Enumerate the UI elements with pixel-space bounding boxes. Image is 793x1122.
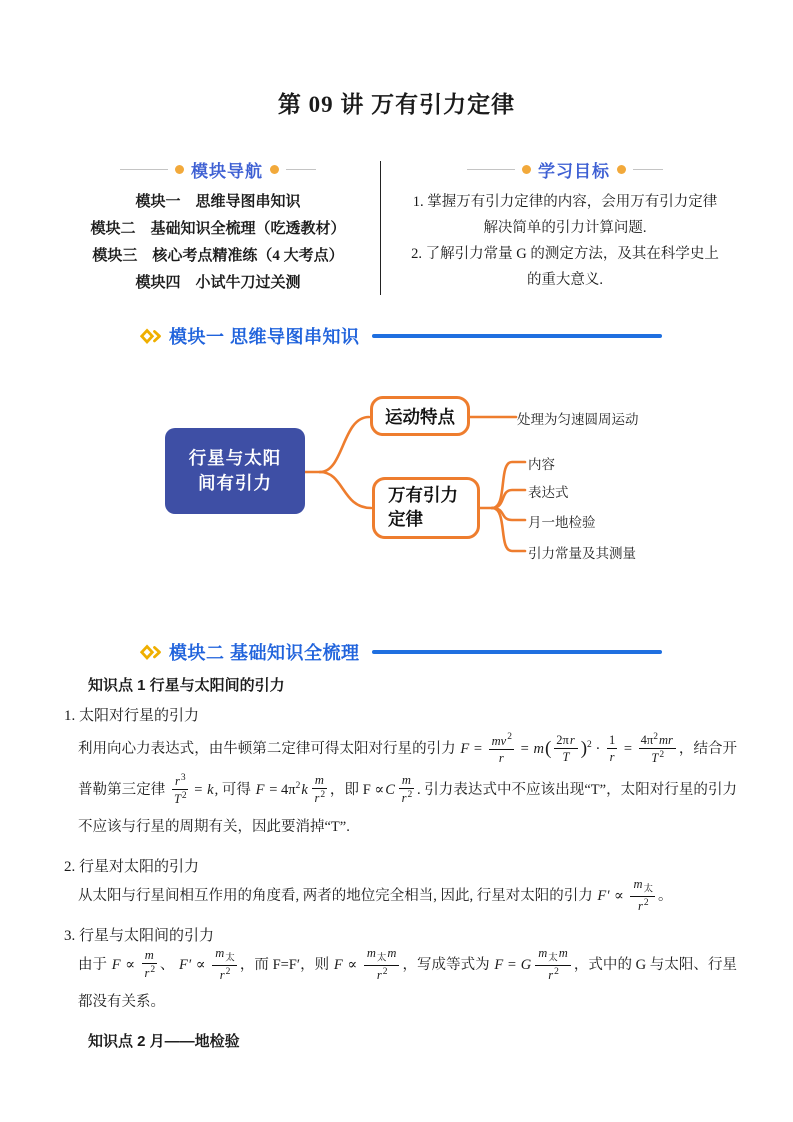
section2-rule-line: [372, 650, 663, 654]
section-banner-module1: [140, 323, 662, 349]
nav-item-module4: 模块四 小试牛刀过关测: [135, 275, 301, 291]
knowledge-point-2-heading: 知识点 2 月——地检验: [88, 1032, 240, 1050]
knowledge-point-1-heading: 知识点 1 行星与太阳间的引力: [88, 677, 285, 694]
nav-item-module2: 模块二 基础知识全梳理（吃透教材）: [90, 221, 346, 237]
module-nav-title: 模块导航: [191, 162, 263, 181]
nav-item-module3: 模块三 核心考点精准练（4 大考点）: [92, 248, 344, 264]
divider-line: [633, 169, 663, 170]
mindmap-node-gravitation-law: [372, 477, 480, 539]
goal-item-2-line-1: 2. 了解引力常量 G 的测定方法，及其在科学史上: [411, 246, 719, 262]
mindmap-root-line1: 行星与太阳: [188, 447, 282, 468]
section2-title: 模块二 基础知识全梳理: [169, 643, 360, 663]
divider-line: [286, 169, 316, 170]
item-2-title: 2. 行星对太阳的引力: [64, 858, 200, 875]
item-3-title: 3. 行星与太阳间的引力: [64, 927, 215, 944]
mindmap-leaf-uniform-circular: 处理为匀速圆周运动: [517, 412, 639, 427]
learning-goals-column: [381, 157, 737, 297]
item-3-paragraph: 由于 F ∝ $\frac{m}{r^2}$ 、 F′ ∝ $\frac{m_太}{r^2}$ ，而 F=F′，则 F ∝ $\frac{m_太m}{r^2}$ ，写成等式为 F = G $\frac{m_太m}{r^2}$ ，式中的 G 与太阳、行星都没有关系。: [78, 946, 738, 1010]
item-1-paragraph: 利用向心力表达式，由牛顿第二定律可得太阳对行星的引力 F = $\frac{mv^2}{r}$ = m( $\frac{2\pi r}{T}$ )$^2$ · $\frac{1}{r}$ = $\frac{4\pi^2mr}{T^2}$ ，结合开普勒第三定律 $\frac{r^3}{T^2}$ = k, 可得 $F = 4\pi^2k$ $\frac{m}{r^2}$ ，即 F ∝C $\frac{m}{r^2}$ . 引力表达式中不应该出现“T”，太阳对行星的引力不应该与行星的周期有关，因此要消掉“T”.: [78, 731, 738, 835]
nav-goals-block: [62, 157, 737, 297]
divider-line: [120, 169, 168, 170]
item-2-paragraph: 从太阳与行星间相互作用的角度看, 两者的地位完全相当, 因此, 行星对太阳的引力 F′ ∝ $\frac{m_太}{r^2}$ 。: [78, 877, 673, 914]
module-nav-column: [62, 157, 374, 297]
mindmap-node-motion: 运动特点: [370, 396, 470, 436]
section-banner-module2: [140, 639, 662, 665]
mindmap-node2-line2: 定律: [388, 509, 423, 529]
double-diamond-chevron-icon: [140, 644, 163, 661]
mindmap-leaf-expression: 表达式: [528, 485, 569, 500]
learning-goals-header: [393, 157, 737, 182]
page-title: 第 09 讲 万有引力定律: [277, 92, 516, 117]
mindmap-root-line2: 间有引力: [198, 473, 272, 493]
mindmap-leaf-gravitational-constant: 引力常量及其测量: [528, 546, 636, 561]
nav-item-module1: 模块一 思维导图串知识: [135, 194, 301, 210]
mindmap: [0, 383, 793, 585]
section1-rule-line: [372, 334, 663, 338]
goal-item-2-line-2: 的重大意义.: [526, 272, 604, 288]
mindmap-node2-line1: 万有引力: [388, 485, 458, 506]
goal-item-1-line-1: 1. 掌握万有引力定律的内容，会用万有引力定律: [412, 194, 718, 210]
orange-dot-icon: [522, 165, 531, 174]
double-diamond-chevron-icon: [140, 328, 163, 345]
orange-dot-icon: [617, 165, 626, 174]
mindmap-leaf-moon-earth-test: 月一地检验: [528, 515, 596, 530]
orange-dot-icon: [270, 165, 279, 174]
section1-title: 模块一 思维导图串知识: [169, 327, 360, 347]
goal-item-1-line-2: 解决简单的引力计算问题.: [483, 220, 647, 236]
mindmap-root-node: [165, 428, 305, 514]
learning-goals-title: 学习目标: [538, 162, 610, 181]
divider-line: [467, 169, 515, 170]
orange-dot-icon: [175, 165, 184, 174]
module-nav-header: [62, 157, 374, 182]
mindmap-leaf-content: 内容: [528, 457, 555, 472]
item-1-title: 1. 太阳对行星的引力: [64, 708, 200, 724]
